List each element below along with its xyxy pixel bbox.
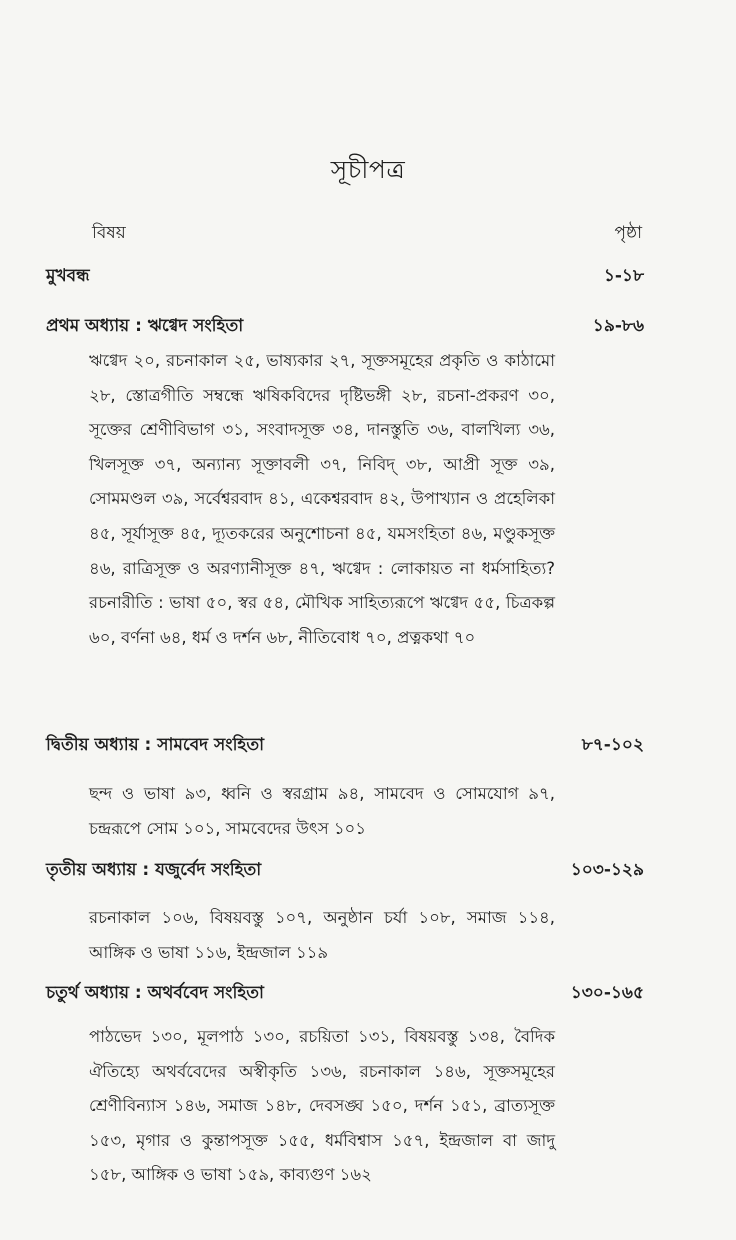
entry-title: মুখবন্ধ [46,266,90,286]
entry-pages: ১০৩-১২৯ [570,860,644,880]
chapter-1-topics: ঋগ্বেদ ২০, রচনাকাল ২৫, ভাষ্যকার ২৭, সূক্তসমূহের প্রকৃতি ও কাঠামো ২৮, স্তোত্রগীতি সম্বন্ধে ঋষিকবিদের দৃষ্টিভঙ্গী ২৮, রচনা-প্রকরণ ৩০, সূক্তের শ্রেণীবিভাগ ৩১, সংবাদসূক্ত ৩৪, দানস্তুতি ৩৬, বালখিল্য ৩৬, খিলসূক্ত ৩৭, অন্যান্য সূক্তাবলী ৩৭, নিবিদ্‌ ৩৮, আপ্রী সূক্ত ৩৯, সোমমণ্ডল ৩৯, সর্বেশ্বরবাদ ৪১, একেশ্বরবাদ ৪২, উপাখ্যান ও প্রহেলিকা ৪৫, সূর্যাসূক্ত ৪৫, দ্যূতকরের অনুশোচনা ৪৫, যমসংহিতা ৪৬, মণ্ডুকসূক্ত ৪৬, রাত্রিসূক্ত ও অরণ্যানীসূক্ত ৪৭, ঋগ্বেদ : লোকায়ত না ধর্মসাহিত্য? রচনারীতি : ভাষা ৫০, স্বর ৫৪, মৌখিক সাহিত্যরূপে ঋগ্বেদ ৫৫, চিত্রকল্প ৬০, বর্ণনা ৬৪, ধর্ম ও দর্শন ৬৮, নীতিবোধ ৭০, প্রত্নকথা ৭০ [89,351,555,647]
entry-title: চতুর্থ অধ্যায় : অথর্ববেদ সংহিতা [46,983,264,1003]
entry-title: প্রথম অধ্যায় : ঋগ্বেদ সংহিতা [46,316,244,336]
chapter-2-topics: ছন্দ ও ভাষা ৯৩, ধ্বনি ও স্বরগ্রাম ৯৪, সামবেদ ও সোমযোগ ৯৭, চন্দ্ররূপে সোম ১০১, সামবেদের উৎস ১০১ [89,784,555,838]
entry-pages: ৮৭-১০২ [581,735,644,755]
entry-pages: ১৩০-১৬৫ [570,983,644,1003]
entry-title: দ্বিতীয় অধ্যায় : সামবেদ সংহিতা [46,735,265,755]
page-title: সূচীপত্র [330,155,406,184]
chapter-3-topics: রচনাকাল ১০৬, বিষয়বস্তু ১০৭, অনুষ্ঠান চর্যা ১০৮, সমাজ ১১৪, আঙ্গিক ও ভাষা ১১৬, ইন্দ্রজাল ১১৯ [89,908,555,962]
entry-title: তৃতীয় অধ্যায় : যজুর্বেদ সংহিতা [46,860,262,880]
chapter-4-topics: পাঠভেদ ১৩০, মূলপাঠ ১৩০, রচয়িতা ১৩১, বিষয়বস্তু ১৩৪, বৈদিক ঐতিহ্যে অথর্ববেদের অস্বীকৃতি ১৩৬, রচনাকাল ১৪৬, সূক্তসমূহের শ্রেণীবিন্যাস ১৪৬, সমাজ ১৪৮, দেবসঙ্ঘ ১৫০, দর্শন ১৫১, ব্রাত্যসূক্ত ১৫৩, মৃগার ও কুন্তাপসূক্ত ১৫৫, ধর্মবিশ্বাস ১৫৭, ইন্দ্রজাল বা জাদু ১৫৮, আঙ্গিক ও ভাষা ১৫৯, কাব্যগুণ ১৬২ [89,1027,555,1185]
entry-pages: ১-১৮ [603,266,644,286]
subject-column-header: বিষয় [92,223,126,243]
entry-pages: ১৯-৮৬ [592,316,644,336]
page-column-header: পৃষ্ঠা [614,223,642,243]
